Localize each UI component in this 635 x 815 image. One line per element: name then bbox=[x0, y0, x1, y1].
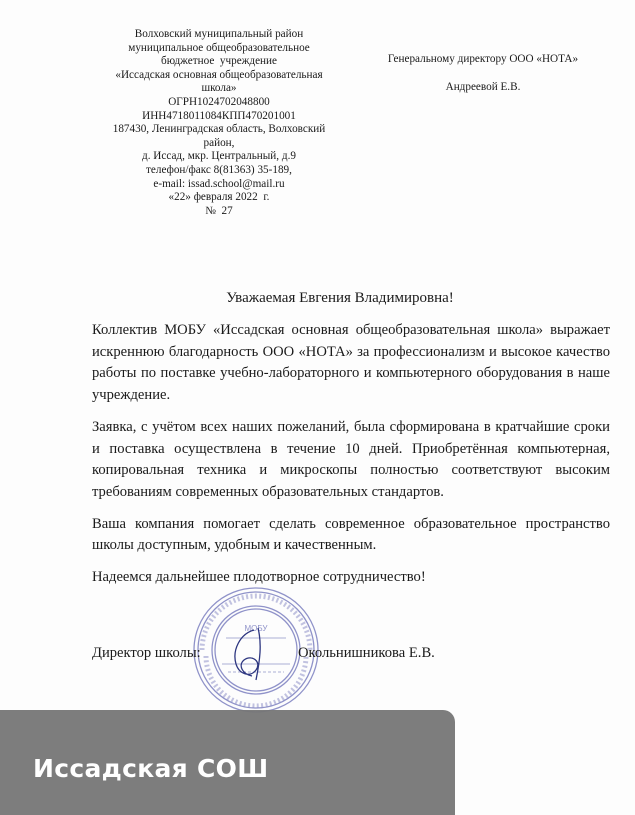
sender-line: муниципальное общеобразовательное bbox=[128, 41, 310, 54]
signer-role: Директор школы: bbox=[92, 645, 201, 661]
sender-line: № 27 bbox=[205, 204, 233, 217]
caption-title: Иссадская СОШ bbox=[33, 754, 269, 783]
sender-line: школа» bbox=[201, 82, 237, 95]
addressee-name: Андреевой Е.В. bbox=[445, 80, 521, 93]
sender-line: «Иссадская основная общеобразовательная bbox=[115, 68, 323, 81]
sender-line: ОГРН1024702048800 bbox=[168, 95, 270, 108]
sender-line: 187430, Ленинградская область, Волховский bbox=[112, 123, 326, 136]
sender-line: бюджетное учреждение bbox=[161, 55, 277, 68]
greeting: Уважаемая Евгения Владимировна! bbox=[226, 290, 454, 306]
addressee-block bbox=[368, 53, 598, 94]
sender-line: д. Иссад, мкр. Центральный, д.9 bbox=[142, 150, 296, 163]
body-paragraph: Надеемся дальнейшее плодотворное сотрудничество! bbox=[92, 569, 426, 586]
addressee-title: Генеральному директору ООО «НОТА» bbox=[387, 53, 579, 65]
sender-line: e-mail: issad.school@mail.ru bbox=[153, 177, 285, 190]
body-paragraph: Ваша компания помогает сделать современное образовательное пространство школы доступным, удобным и качественным. bbox=[92, 515, 610, 554]
letter-body bbox=[92, 320, 610, 599]
sender-line: район, bbox=[203, 136, 235, 149]
sender-block bbox=[100, 28, 338, 218]
signature bbox=[222, 624, 282, 682]
body-paragraph: Коллектив МОБУ «Иссадская основная общеобразовательная школа» выражает искреннюю благодарность ООО «НОТА» за профессионализм и высокое качество работы по поставке учебно-лабораторного и компьютерного оборудования в наше учреждение. bbox=[92, 322, 610, 404]
caption-overlay bbox=[0, 710, 455, 815]
stamp-text: МОБУ bbox=[244, 624, 268, 633]
sender-line: «22» февраля 2022 г. bbox=[168, 191, 270, 204]
sender-line: телефон/факс 8(81363) 35-189, bbox=[146, 163, 292, 176]
sender-line: ИНН4718011084КПП470201001 bbox=[142, 109, 296, 122]
body-paragraph: Заявка, с учётом всех наших пожеланий, была сформирована в кратчайшие сроки и поставка осуществлена в течение 10 дней. Приобретённая компьютерная, копировальная техника и микроскопы полностью соответствуют высоким требованиям современных образовательных стандартов. bbox=[92, 418, 610, 500]
signer-name: Окольнишникова Е.В. bbox=[298, 645, 435, 661]
sender-line: Волховский муниципальный район bbox=[134, 28, 304, 40]
